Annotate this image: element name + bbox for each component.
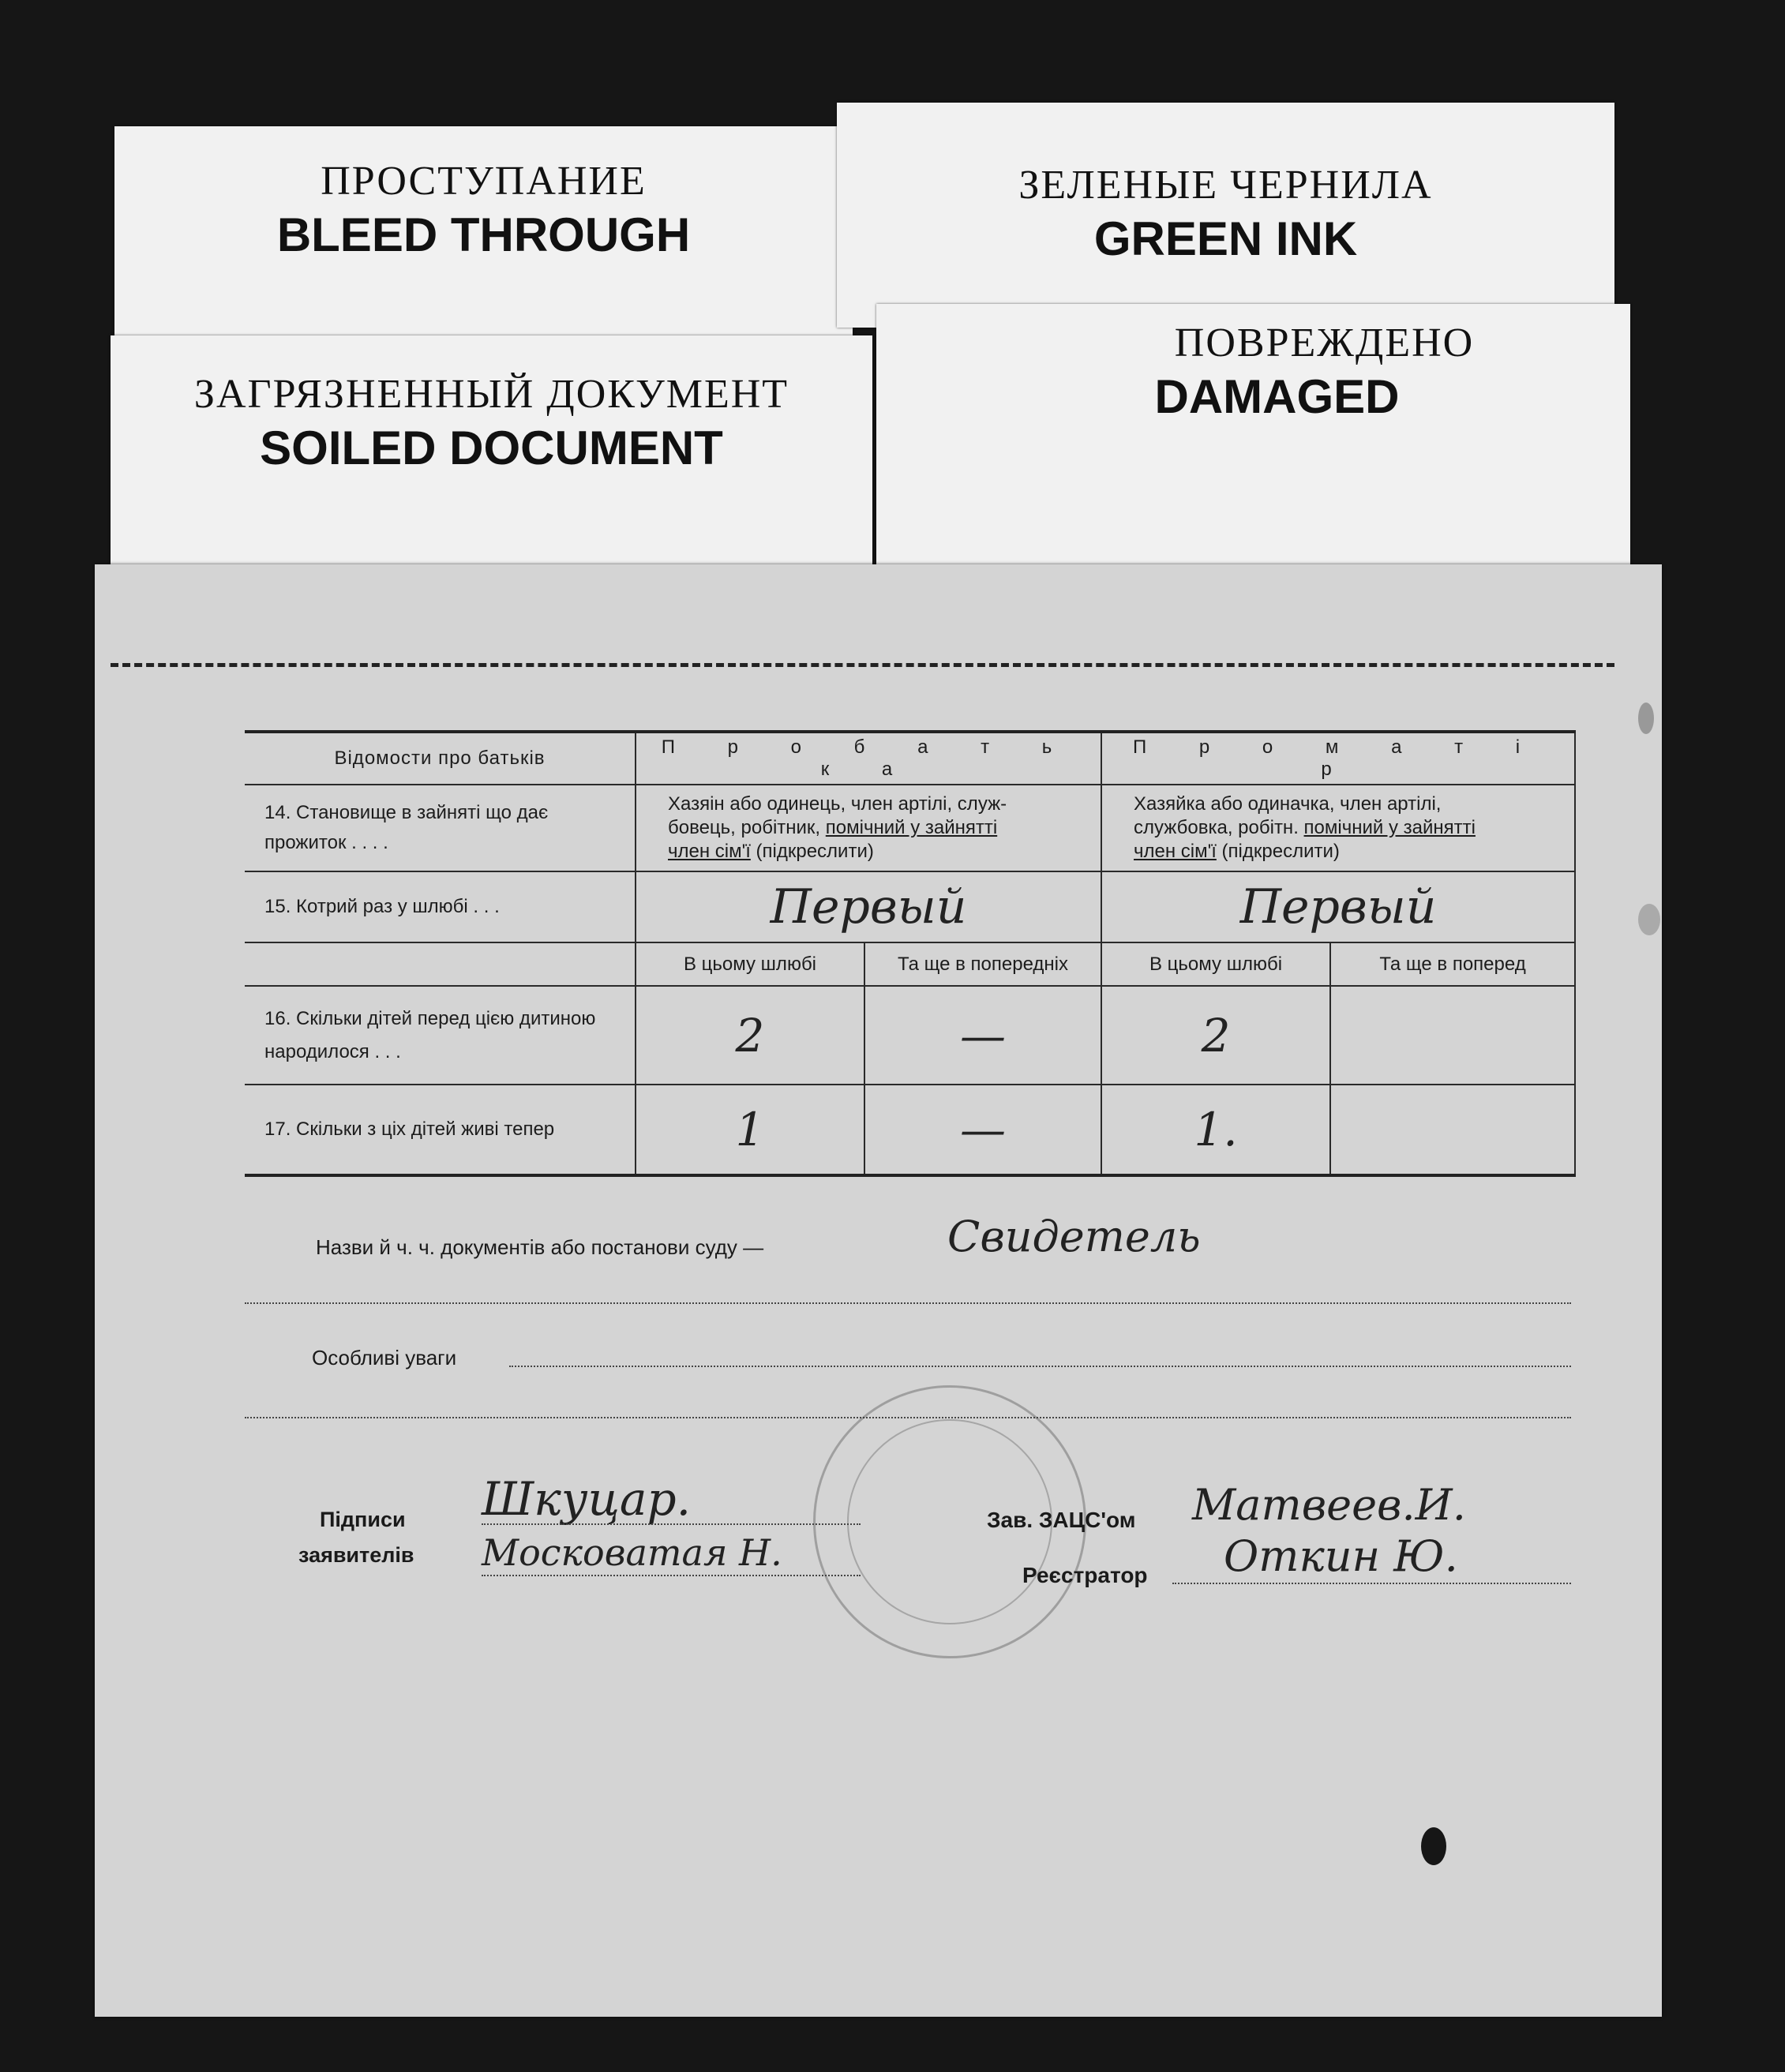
head-signature: Матвеев.И. [1192,1480,1466,1530]
remarks-label: Особливі уваги [312,1346,457,1369]
card-en-text: BLEED THROUGH [276,208,691,261]
card-en-text: DAMAGED [1154,370,1400,423]
occ-text: (підкреслити) [1221,841,1340,862]
row17-father-this: 1 [636,1085,864,1175]
card-en-text: GREEN INK [1093,212,1358,265]
dotted-line [482,1523,861,1525]
row16-father-this: 2 [636,986,864,1085]
occ-text: службовка, робітн. [1134,817,1299,838]
row16-father-prev: — [864,986,1101,1085]
card-ru-text: ПОВРЕЖДЕНО [1174,320,1475,365]
applicants-label-2: заявителів [298,1543,414,1567]
damage-mark [1638,904,1660,935]
row17-mother-prev [1330,1085,1575,1175]
registrar-label: Реєстратор [1022,1563,1148,1587]
card-ru-text: ЗАГРЯЗНЕННЫЙ ДОКУМЕНТ [193,372,789,417]
card-en-text: SOILED DOCUMENT [260,422,723,474]
header-father: П р о б а т ь к а [636,732,1101,785]
dotted-line [1172,1583,1571,1584]
soiled-document-card [111,335,872,580]
row17-father-prev: — [864,1085,1101,1175]
occ-underlined: член сім'ї [668,841,751,862]
damage-mark [1638,703,1654,734]
subheader-father-prev: Та ще в попередніх [864,942,1101,986]
subheader-mother-this: В цьому шлюбі [1101,942,1330,986]
row14-label: 14. Становище в зайняті що дає прожиток . . . . [245,785,636,871]
dotted-line [482,1575,861,1576]
dotted-line [509,1366,1571,1367]
occ-text: Хазяйка або одиначка, член артілі, [1134,793,1442,815]
head-label: Зав. ЗАЦС'ом [987,1508,1136,1532]
bleed-through-card [114,126,853,355]
card-ru-text: ПРОСТУПАНИЕ [321,159,647,204]
header-mother: П р о м а т і р [1101,732,1575,785]
occ-underlined: член сім'ї [1134,841,1217,862]
occ-underlined: помічний у зайнятті [825,817,998,838]
header-parents: Відомости про батьків [245,732,636,785]
row17-label: 17. Скільки з ціх дітей живі тепер [245,1085,636,1175]
parents-info-table [245,730,1576,1177]
occ-underlined: помічний у зайнятті [1303,817,1476,838]
row16-mother-prev [1330,986,1575,1085]
applicant-1-signature: Шкуцар. [482,1472,692,1526]
green-ink-card [837,103,1614,328]
row14-mother [1101,785,1575,871]
occ-text: (підкреслити) [756,841,874,862]
documents-value: Свидетель [947,1212,1201,1261]
row15-father: Первый [636,871,1101,942]
row17-mother-this: 1. [1101,1085,1330,1175]
card-ru-text: ЗЕЛЕНЫЕ ЧЕРНИЛА [1018,163,1433,208]
occ-text: Хазяін або одинець, член артілі, служ- [668,793,1007,815]
document-sheet [95,564,1662,2017]
subheader-blank [245,942,636,986]
row15-mother: Первый [1101,871,1575,942]
row16-label: 16. Скільки дітей перед цією дитиною народилося . . . [245,986,636,1085]
documents-label: Назви й ч. ч. документів або постанови суду — [316,1235,764,1259]
subheader-mother-prev: Та ще в поперед [1330,942,1575,986]
dotted-line [245,1302,1571,1304]
row14-father [636,785,1101,871]
subheader-father-this: В цьому шлюбі [636,942,864,986]
damaged-card [876,304,1630,580]
occ-text: бовець, робітник, [668,817,821,838]
row16-mother-this: 2 [1101,986,1330,1085]
damage-hole [1421,1827,1446,1865]
registrar-signature: Откин Ю. [1224,1531,1458,1581]
applicant-2-signature: Московатая Н. [482,1531,782,1574]
applicants-label-1: Підписи [320,1508,406,1531]
row15-label: 15. Котрий раз у шлюбі . . . [245,871,636,942]
perforation-line [111,663,1614,667]
